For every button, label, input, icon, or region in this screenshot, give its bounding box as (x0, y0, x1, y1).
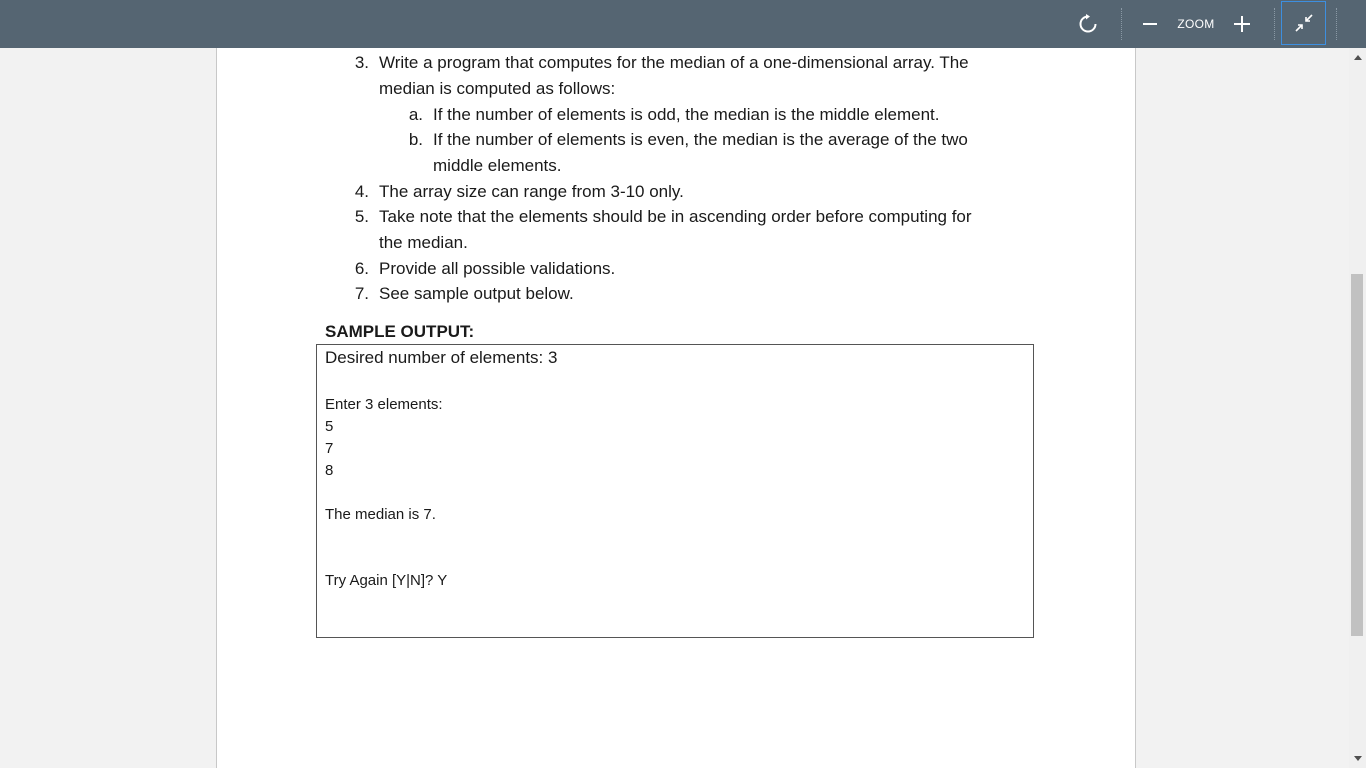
list-text: The array size can range from 3-10 only. (379, 182, 684, 201)
sample-output-heading: SAMPLE OUTPUT: (325, 322, 475, 341)
list-number: 6. (354, 259, 369, 278)
exit-fullscreen-icon (1294, 13, 1314, 33)
list-text: Write a program that computes for the median of a one-dimensional array. The (379, 53, 969, 72)
sample-output-box (316, 344, 1034, 638)
element-value: 7 (325, 440, 334, 457)
list-text: See sample output below. (379, 284, 574, 303)
list-item-continuation (379, 76, 615, 102)
median-result-line: The median is 7. (325, 506, 436, 523)
list-item-continuation (379, 230, 468, 256)
list-number: 3. (354, 53, 369, 72)
toolbar-divider (1121, 8, 1122, 40)
list-item-continuation (433, 153, 562, 179)
zoom-out-button[interactable] (1138, 0, 1162, 48)
element-value: 5 (325, 418, 334, 435)
desired-elements-line: Desired number of elements: 3 (325, 348, 558, 367)
list-text: Take note that the elements should be in ascending order before computing for (379, 207, 972, 226)
exit-fullscreen-button[interactable] (1281, 1, 1326, 45)
scrollbar-thumb[interactable] (1351, 274, 1363, 636)
vertical-scrollbar[interactable] (1349, 48, 1366, 768)
toolbar-divider (1274, 8, 1275, 40)
try-again-line: Try Again [Y|N]? Y (325, 572, 448, 589)
list-number: a. (408, 105, 423, 124)
list-number: 5. (354, 207, 369, 226)
list-number: 7. (354, 284, 369, 303)
rotate-button[interactable] (1070, 0, 1106, 48)
list-text: the median. (379, 233, 468, 252)
zoom-label: ZOOM (1177, 17, 1215, 31)
list-text: If the number of elements is odd, the median is the middle element. (433, 105, 940, 124)
zoom-out-icon (1142, 16, 1158, 32)
scroll-down-button[interactable] (1349, 752, 1366, 766)
document-viewer (0, 48, 1366, 768)
list-text: middle elements. (433, 156, 562, 175)
zoom-in-button[interactable] (1230, 0, 1254, 48)
viewer-toolbar (0, 0, 1366, 48)
toolbar-divider (1336, 8, 1337, 40)
list-number: b. (408, 130, 423, 149)
document-page (216, 48, 1136, 768)
scroll-down-icon (1354, 756, 1362, 762)
scroll-up-icon (1354, 54, 1362, 60)
zoom-in-icon (1233, 15, 1251, 33)
list-number: 4. (354, 182, 369, 201)
list-text: If the number of elements is even, the median is the average of the two (433, 130, 968, 149)
list-text: Provide all possible validations. (379, 259, 616, 278)
rotate-icon (1077, 13, 1099, 35)
list-text: median is computed as follows: (379, 79, 616, 98)
element-value: 8 (325, 462, 334, 479)
enter-elements-line: Enter 3 elements: (325, 396, 443, 413)
scroll-up-button[interactable] (1349, 50, 1366, 64)
